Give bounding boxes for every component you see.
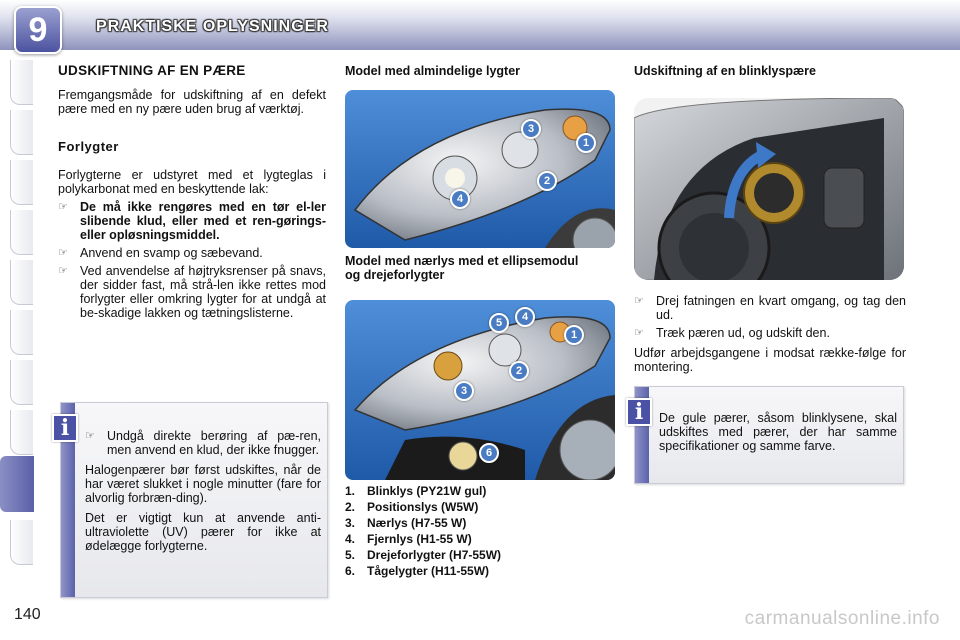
chapter-tab-active[interactable] bbox=[0, 456, 34, 512]
chapter-tab[interactable] bbox=[10, 360, 33, 405]
watermark: carmanualsonline.info bbox=[744, 608, 940, 629]
indicator-photo bbox=[634, 98, 904, 280]
marker-2: 2 bbox=[537, 171, 557, 191]
pointing-hand-icon: ☞ bbox=[58, 201, 68, 213]
section-heading: UDSKIFTNING AF EN PÆRE bbox=[58, 63, 246, 78]
info-text: De gule pærer, såsom blinklysene, skal udskiftes med pærer, der har samme specifikationer og samme farve. bbox=[659, 411, 897, 453]
pointing-hand-icon: ☞ bbox=[58, 247, 68, 259]
pointing-hand-icon: ☞ bbox=[85, 430, 95, 442]
page-number: 140 bbox=[14, 606, 41, 623]
left-column bbox=[58, 64, 326, 320]
info-box bbox=[634, 386, 904, 484]
photo-caption: Model med nærlys med et ellipsemodul og drejeforlygter bbox=[345, 254, 579, 282]
info-text: Halogenpærer bør først udskiftes, når de har været slukket i nogle minutter (fare for alvorlig forbræn-ding). bbox=[85, 463, 321, 505]
bullet-item: ☞ De må ikke rengøres med en tør el-ler slibende klud, eller med et ren-gørings- eller opløsningsmiddel. bbox=[58, 200, 326, 242]
marker-5: 5 bbox=[489, 313, 509, 333]
info-icon: i bbox=[52, 414, 78, 442]
headlamp-illustration bbox=[345, 90, 615, 248]
list-item: 6. Tågelygter (H11-55W) bbox=[345, 564, 490, 578]
bullet-item: ☞ Ved anvendelse af højtryksrenser på snavs, der sidder fast, må strå-len ikke rettes mod forlygter eller omkring lygter for at undgå at be-skadige lakken og tætningslisterne. bbox=[58, 264, 326, 320]
marker-6: 6 bbox=[479, 443, 499, 463]
pointing-hand-icon: ☞ bbox=[58, 265, 68, 277]
chapter-title: PRAKTISKE OPLYSNINGER bbox=[96, 18, 329, 35]
page-header bbox=[0, 0, 960, 50]
photo-caption: Model med almindelige lygter bbox=[345, 64, 521, 78]
list-item: 1. Blinklys (PY21W gul) bbox=[345, 484, 487, 498]
chapter-tab[interactable] bbox=[10, 60, 33, 105]
bullet-item: ☞ Anvend en svamp og sæbevand. bbox=[58, 246, 263, 260]
marker-3: 3 bbox=[454, 381, 474, 401]
bullet-item: ☞ Undgå direkte berøring af pæ-ren, men anvend en klud, der ikke fnugger. bbox=[85, 429, 321, 457]
subsection-heading: Forlygter bbox=[58, 139, 119, 154]
marker-1: 1 bbox=[564, 325, 584, 345]
list-item: 4. Fjernlys (H1-55 W) bbox=[345, 532, 472, 546]
section-intro-text: Forlygterne er udstyret med et lygteglas i polykarbonat med en beskyttende lak: bbox=[58, 168, 326, 196]
bullet-item: ☞ Drej fatningen en kvart omgang, og tag den ud. bbox=[634, 294, 906, 322]
chapter-tab[interactable] bbox=[10, 210, 33, 255]
chapter-tab[interactable] bbox=[10, 160, 33, 205]
right-column-text bbox=[634, 290, 906, 374]
list-item: 2. Positionslys (W5W) bbox=[345, 500, 479, 514]
info-box bbox=[60, 402, 328, 598]
indicator-bulb-illustration bbox=[634, 98, 904, 280]
pointing-hand-icon: ☞ bbox=[634, 327, 644, 339]
list-item: 3. Nærlys (H7-55 W) bbox=[345, 516, 467, 530]
chapter-tab[interactable] bbox=[10, 410, 33, 455]
marker-4: 4 bbox=[515, 307, 535, 327]
marker-1: 1 bbox=[576, 133, 596, 153]
headlamp-photo bbox=[345, 90, 615, 248]
chapter-tab[interactable] bbox=[10, 310, 33, 355]
section-heading: Udskiftning af en blinklyspære bbox=[634, 64, 816, 78]
marker-3: 3 bbox=[521, 119, 541, 139]
instruction-text: Udfør arbejdsgangene i modsat række-følge for montering. bbox=[634, 346, 906, 374]
pointing-hand-icon: ☞ bbox=[634, 295, 644, 307]
chapter-tab[interactable] bbox=[10, 520, 33, 565]
chapter-tab[interactable] bbox=[10, 260, 33, 305]
marker-2: 2 bbox=[509, 361, 529, 381]
bullet-item: ☞ Træk pæren ud, og udskift den. bbox=[634, 326, 830, 340]
intro-text: Fremgangsmåde for udskiftning af en defekt pære med en ny pære uden brug af værktøj. bbox=[58, 88, 326, 116]
bulb-list bbox=[345, 484, 501, 580]
marker-4: 4 bbox=[450, 189, 470, 209]
chapter-tabs bbox=[0, 60, 34, 580]
info-icon: i bbox=[626, 398, 652, 426]
info-text: Det er vigtigt kun at anvende anti-ultraviolette (UV) pærer for ikke at ødelægge forlygterne. bbox=[85, 511, 321, 553]
chapter-tab[interactable] bbox=[10, 110, 33, 155]
chapter-badge: 9 bbox=[14, 6, 62, 54]
list-item: 5. Drejeforlygter (H7-55W) bbox=[345, 548, 502, 562]
